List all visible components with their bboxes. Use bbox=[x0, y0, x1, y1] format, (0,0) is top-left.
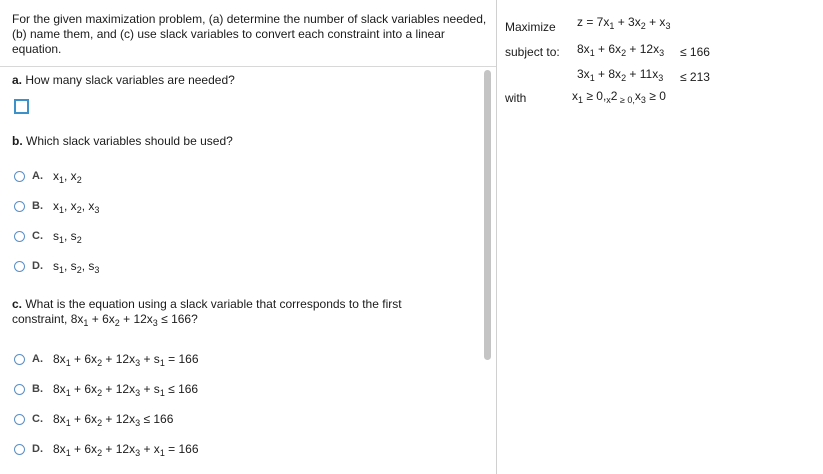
subscript: 1 bbox=[159, 448, 165, 458]
subscript: 3 bbox=[135, 388, 141, 398]
subscript: 3 bbox=[135, 448, 141, 458]
subscript: 1 bbox=[59, 265, 65, 275]
subscript: 2 bbox=[621, 48, 627, 58]
part-a-label: a. bbox=[12, 73, 23, 87]
subscript: 2 bbox=[76, 265, 82, 275]
radio-button[interactable] bbox=[14, 171, 25, 182]
subscript: 1 bbox=[59, 175, 65, 185]
subscript: 3 bbox=[94, 265, 100, 275]
part-b-text: Which slack variables should be used? bbox=[26, 134, 233, 148]
radio-button[interactable] bbox=[14, 201, 25, 212]
subscript: 1 bbox=[589, 48, 595, 58]
subscript: 1 bbox=[65, 388, 71, 398]
option-letter: C. bbox=[32, 413, 43, 425]
subscript: 2 bbox=[97, 448, 103, 458]
subscript: 1 bbox=[59, 235, 65, 245]
subscript: 2 bbox=[621, 73, 627, 83]
part-a-text: How many slack variables are needed? bbox=[25, 73, 235, 87]
option-letter: B. bbox=[32, 200, 43, 212]
option-letter: A. bbox=[32, 170, 43, 182]
option-text: $8x_1 + 6x_2 + 12x_3 + s_1 = 166$ bbox=[53, 352, 199, 368]
radio-button[interactable] bbox=[14, 444, 25, 455]
panel-divider bbox=[496, 0, 497, 474]
subscript: 1 bbox=[65, 418, 71, 428]
option-text: $x_1$, $x_2$, $x_3$ bbox=[53, 199, 100, 215]
subscript: 3 bbox=[659, 48, 665, 58]
scrollbar-thumb[interactable] bbox=[484, 70, 491, 360]
nonnegativity: $x_1 \ge 0,_x2$ $_{\ge 0,}x_3 \ge 0$ bbox=[572, 89, 666, 105]
subscript: 3 bbox=[665, 21, 671, 31]
subscript: 3 bbox=[152, 318, 158, 328]
part-c-option-d[interactable] bbox=[14, 441, 199, 457]
subscript: 3 bbox=[658, 73, 664, 83]
subscript: 2 bbox=[97, 358, 103, 368]
subscript: 2 bbox=[97, 418, 103, 428]
option-text: $x_1$, $x_2$ bbox=[53, 169, 82, 185]
part-b-option-b[interactable] bbox=[14, 198, 99, 214]
constraint-1-lhs: $8x_1 + 6x_2 + 12x_3$ bbox=[577, 42, 665, 58]
radio-button[interactable] bbox=[14, 384, 25, 395]
option-text: $8x_1 + 6x_2 + 12x_3 \le 166$ bbox=[53, 412, 174, 428]
part-a-question bbox=[12, 73, 235, 88]
constraint-1-rhs: ≤ 166 bbox=[680, 45, 710, 59]
subscript: 1 bbox=[59, 205, 65, 215]
part-a-answer-input[interactable] bbox=[14, 99, 29, 114]
part-b-option-c[interactable] bbox=[14, 228, 82, 244]
maximize-label: Maximize bbox=[505, 20, 556, 34]
subscript: 3 bbox=[640, 95, 646, 105]
subscript: x bbox=[606, 95, 611, 105]
subscript: 1 bbox=[65, 358, 71, 368]
part-b-option-a[interactable] bbox=[14, 168, 82, 184]
radio-button[interactable] bbox=[14, 231, 25, 242]
part-b-label: b. bbox=[12, 134, 23, 148]
part-c-option-c[interactable] bbox=[14, 411, 173, 427]
subscript: 3 bbox=[135, 358, 141, 368]
subscript: 2 bbox=[97, 388, 103, 398]
option-letter: A. bbox=[32, 353, 43, 365]
part-c-label: c. bbox=[12, 297, 23, 311]
problem-prompt: For the given maximization problem, (a) determine the number of slack variables needed, (b) name them, and (c) use slack variables to convert each constraint into a linear equation. bbox=[12, 12, 487, 56]
subscript: 1 bbox=[65, 448, 71, 458]
option-text: $s_1$, $s_2$ bbox=[53, 229, 82, 245]
option-text: $8x_1 + 6x_2 + 12x_3 + s_1 \le 166$ bbox=[53, 382, 199, 398]
part-c-text-line1: What is the equation using a slack variable that corresponds to the first bbox=[25, 297, 402, 311]
subscript: 1 bbox=[83, 318, 89, 328]
part-c-text-line2: constraint, $8x_1 + 6x_2 + 12x_3 \le 166$? bbox=[12, 312, 198, 328]
with-label: with bbox=[505, 91, 527, 105]
subject-to-label: subject to: bbox=[505, 45, 560, 59]
part-c-option-b[interactable] bbox=[14, 381, 198, 397]
subscript: 2 bbox=[114, 318, 120, 328]
subscript: 1 bbox=[578, 95, 584, 105]
radio-button[interactable] bbox=[14, 261, 25, 272]
radio-button[interactable] bbox=[14, 354, 25, 365]
option-text: $8x_1 + 6x_2 + 12x_3 + x_1 = 166$ bbox=[53, 442, 199, 458]
subscript: 3 bbox=[135, 418, 141, 428]
part-c-option-a[interactable] bbox=[14, 351, 199, 367]
subscript: 2 bbox=[640, 21, 646, 31]
constraint-2-rhs: ≤ 213 bbox=[680, 70, 710, 84]
subscript: 1 bbox=[589, 73, 595, 83]
subscript: ≥ 0, bbox=[617, 95, 635, 105]
part-c-question bbox=[12, 297, 482, 327]
objective-function: $z = 7x_1 + 3x_2 + x_3$ bbox=[577, 15, 671, 31]
constraint-2-lhs: $3x_1 + 8x_2 + 11x_3$ bbox=[577, 67, 664, 83]
subscript: 1 bbox=[159, 358, 165, 368]
subscript: 2 bbox=[76, 175, 82, 185]
subscript: 1 bbox=[159, 388, 165, 398]
subscript: 3 bbox=[94, 205, 100, 215]
subscript: 1 bbox=[609, 21, 615, 31]
subscript: 2 bbox=[76, 235, 82, 245]
part-b-option-d[interactable] bbox=[14, 258, 99, 274]
prompt-divider bbox=[0, 66, 496, 67]
option-letter: D. bbox=[32, 443, 43, 455]
radio-button[interactable] bbox=[14, 414, 25, 425]
option-text: $s_1$, $s_2$, $s_3$ bbox=[53, 259, 100, 275]
option-letter: B. bbox=[32, 383, 43, 395]
option-letter: C. bbox=[32, 230, 43, 242]
part-b-question bbox=[12, 134, 233, 149]
option-letter: D. bbox=[32, 260, 43, 272]
subscript: 2 bbox=[76, 205, 82, 215]
